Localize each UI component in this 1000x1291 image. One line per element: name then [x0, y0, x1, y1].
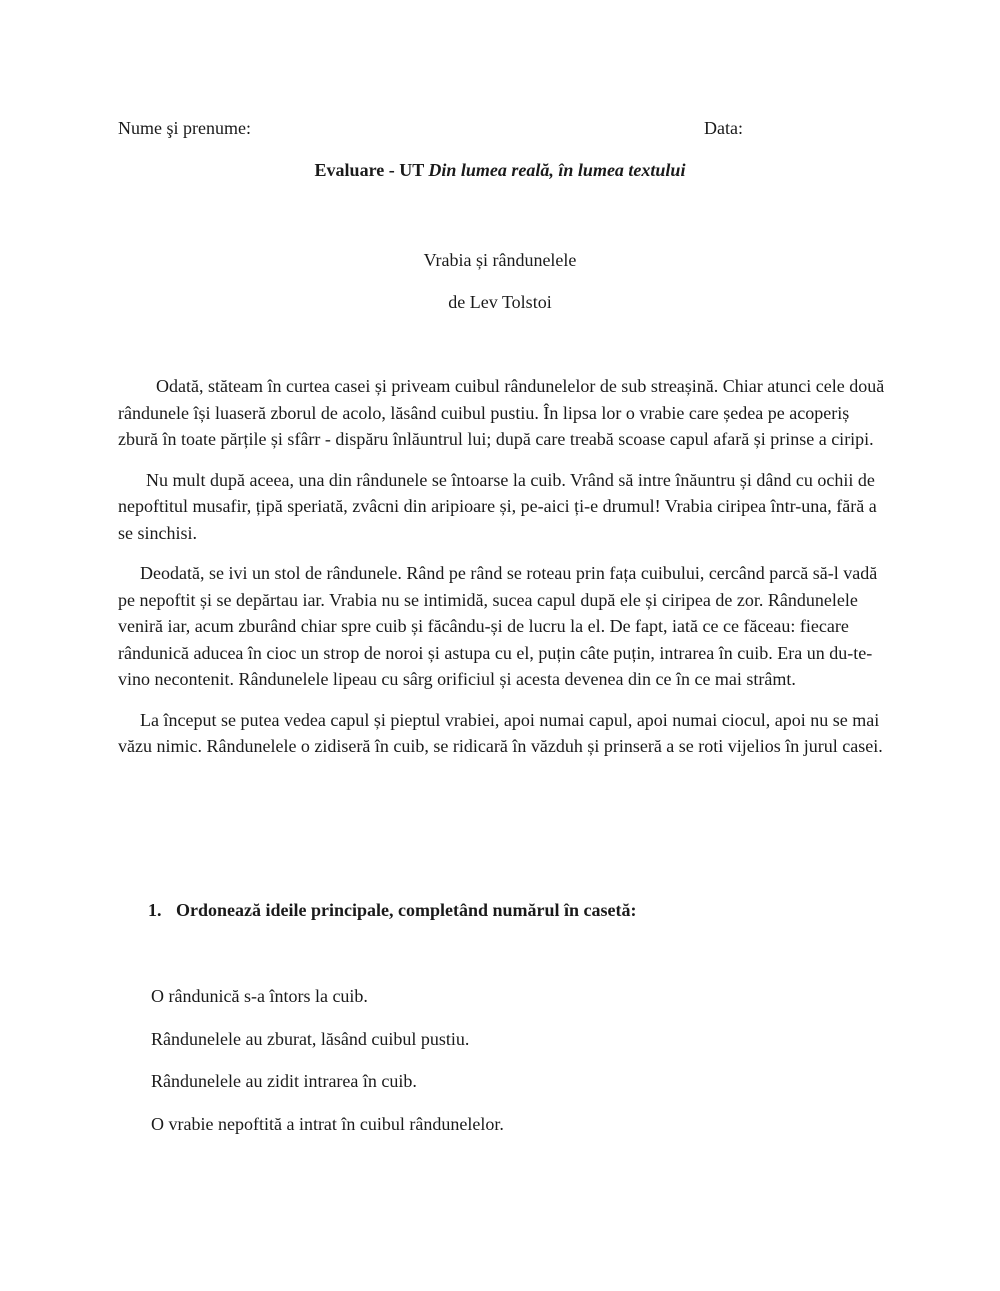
idea-item: Rândunelele au zidit intrarea în cuib.: [151, 1071, 417, 1091]
idea-item: O rândunică s-a întors la cuib.: [151, 986, 368, 1006]
ideas-list: [151, 984, 504, 1154]
evaluation-title-bold: Evaluare - UT: [314, 160, 429, 180]
story-paragraph: La început se putea vedea capul și pieptul vrabiei, apoi numai capul, apoi numai ciocul, apoi nu se mai văzu nimic. Rândunelele o zidiseră în cuib, se ridicară în văzduh și prinseră a se roti vijelios în jurul casei.: [118, 709, 883, 756]
evaluation-title-italic: Din lumea reală, în lumea textului: [428, 160, 686, 180]
story-text: [118, 373, 888, 774]
task-number: 1.: [148, 900, 162, 920]
task-instruction: Ordonează ideile principale, completând numărul în casetă:: [176, 900, 637, 920]
story-title: Vrabia și rândunelele: [423, 250, 577, 270]
story-paragraph: Nu mult după aceea, una din rândunele se întoarse la cuib. Vrând să intre înăuntru și dând cu ochii de nepoftitul musafir, țipă speriată, zvâcni din aripioare și, pe-aici ți-e drumul! Vrabia ciripea într-una, fără a se sinchisi.: [118, 469, 877, 543]
date-label: Data:: [704, 118, 743, 138]
story-author: de Lev Tolstoi: [448, 292, 552, 312]
task-heading: [148, 900, 637, 921]
story-paragraph: Deodată, se ivi un stol de rândunele. Rând pe rând se roteau prin fața cuibului, cercând parcă să-l vadă pe nepoftit și se depărtau iar. Vrabia nu se intimidă, sucea capul după ele și ciripea de zor. Rândunelele veniră iar, acum zburând chiar spre cuib și făcându-și de lucru la el. De fapt, iată ce ce făceau: fiecare rândunică aducea în cioc un strop de noroi și astupa cu el, puțin câte puțin, intrarea în cuib. Era un du-te-vino necontenit. Rândunelele lipeau cu sârg orificiul și acesta devenea din ce în ce mai strâmt.: [118, 563, 878, 689]
idea-item: Rândunelele au zburat, lăsând cuibul pustiu.: [151, 1028, 470, 1049]
idea-item: O vrabie nepoftită a intrat în cuibul rândunelelor.: [151, 1113, 504, 1134]
name-label: Nume şi prenume:: [118, 118, 251, 138]
story-paragraph: Odată, stăteam în curtea casei și priveam cuibul rândunelelor de sub streașină. Chiar atunci cele două rândunele își luaseră zborul de acolo, lăsând cuibul pustiu. În lipsa lor o vrabie care ședea pe acoperiș zbură în toate părțile și sfârr - dispăru înlăuntrul lui; după care treabă scoase capul afară și prinse a ciripi.: [118, 376, 885, 449]
header-row: [118, 118, 748, 142]
evaluation-title: [0, 160, 1000, 181]
